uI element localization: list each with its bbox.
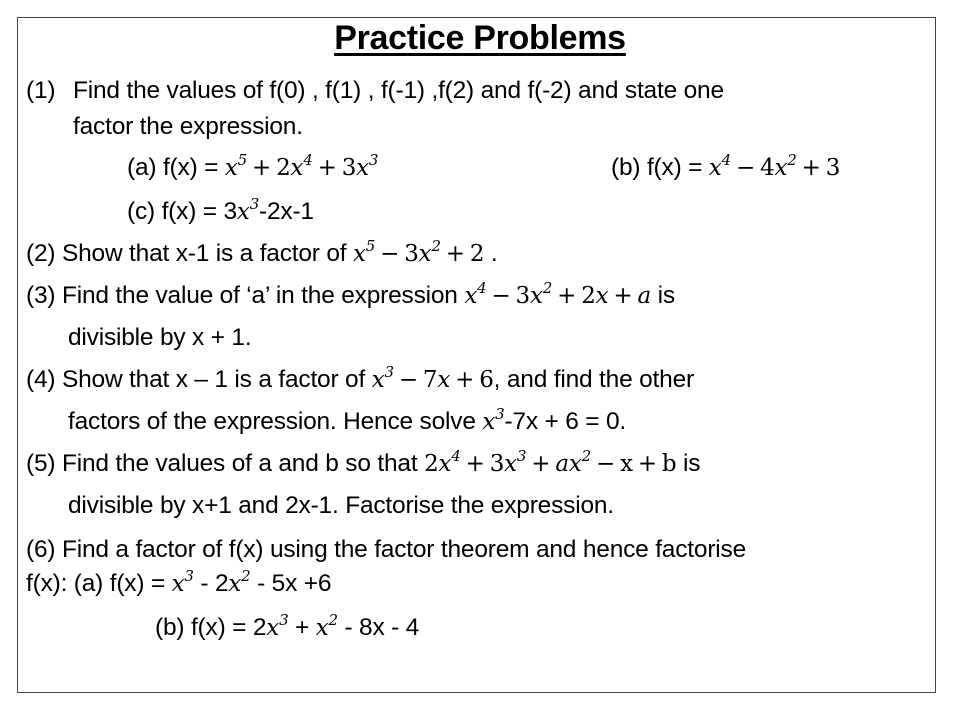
problem-4-line2-expression: $x^3$	[482, 405, 505, 435]
problem-3-line2: divisible by x + 1.	[68, 324, 252, 351]
problem-1c-label: (c) f(x) = 3	[127, 198, 237, 225]
problem-1b-expression: $x^4 - 4x^2 + 3$	[708, 151, 841, 181]
problem-6a-mid: - 2	[193, 570, 229, 597]
problem-6a-x3: $x^3$	[171, 567, 194, 597]
problem-3-expression: $x^4 - 3x^2 + 2x + a$	[464, 279, 651, 309]
problem-1a-label: (a) f(x) =	[127, 154, 225, 181]
problem-6b-tail: - 8x - 4	[337, 614, 420, 641]
problem-2-tail: .	[484, 240, 498, 267]
problem-6-line1: (6) Find a factor of f(x) using the factor theorem and hence factorise	[26, 536, 746, 563]
problem-4-lead: (4) Show that x – 1 is a factor of	[26, 366, 372, 393]
problem-2	[26, 239, 498, 269]
problem-5	[26, 449, 700, 479]
problem-6a-tail: - 5x +6	[250, 570, 332, 597]
problem-2-lead: (2) Show that x-1 is a factor of	[26, 240, 354, 267]
problem-1c	[127, 197, 314, 227]
problem-6a	[26, 569, 331, 599]
problem-1b-label: (b) f(x) =	[611, 154, 709, 181]
problem-1c-expression: $x^3$	[236, 195, 260, 225]
problem-6b	[155, 613, 419, 643]
problem-6a-x2: $x^2$	[228, 567, 251, 597]
page-title: Practice Problems	[334, 19, 626, 57]
problem-1a-expression: $x^5 + 2x^4 + 3x^3$	[224, 151, 379, 181]
problem-6a-lead: f(x): (a) f(x) =	[26, 570, 172, 597]
problem-1-text-line1: Find the values of f(0) , f(1) , f(-1) ,f(2) and f(-2) and state one	[73, 77, 724, 104]
problem-1b	[611, 153, 840, 183]
problem-3	[26, 281, 675, 311]
problem-6b-x2: $x^2$	[315, 611, 338, 641]
problem-6b-x3: $x^3$	[266, 611, 289, 641]
problem-4-tail: , and find the other	[493, 366, 694, 393]
problem-5-tail: is	[676, 450, 701, 477]
problem-4-line2	[68, 407, 626, 437]
problem-3-lead: (3) Find the value of ‘a’ in the expression	[26, 282, 465, 309]
problem-6b-lead: (b) f(x) = 2	[155, 614, 267, 641]
problem-1a	[127, 153, 378, 183]
problem-3-tail: is	[651, 282, 675, 309]
problem-1-number: (1)	[26, 77, 56, 104]
problem-4-line2-lead: factors of the expression. Hence solve	[68, 408, 483, 435]
problem-4	[26, 365, 694, 395]
problem-2-expression: $x^5 - 3x^2 + 2$	[353, 237, 485, 267]
problem-5-line2: divisible by x+1 and 2x-1. Factorise the expression.	[68, 492, 614, 519]
problem-4-expression: $x^3 - 7x + 6$	[371, 363, 494, 393]
problem-5-lead: (5) Find the values of a and b so that	[26, 450, 425, 477]
problem-4-line2-tail: -7x + 6 = 0.	[504, 408, 627, 435]
problem-6b-mid: +	[288, 614, 316, 641]
problem-1c-tail: -2x-1	[259, 198, 314, 225]
problem-5-expression: $2x^4 + 3x^3 + ax^2 - x + b$	[424, 447, 677, 477]
problem-1-text-line2: factor the expression.	[73, 113, 303, 140]
